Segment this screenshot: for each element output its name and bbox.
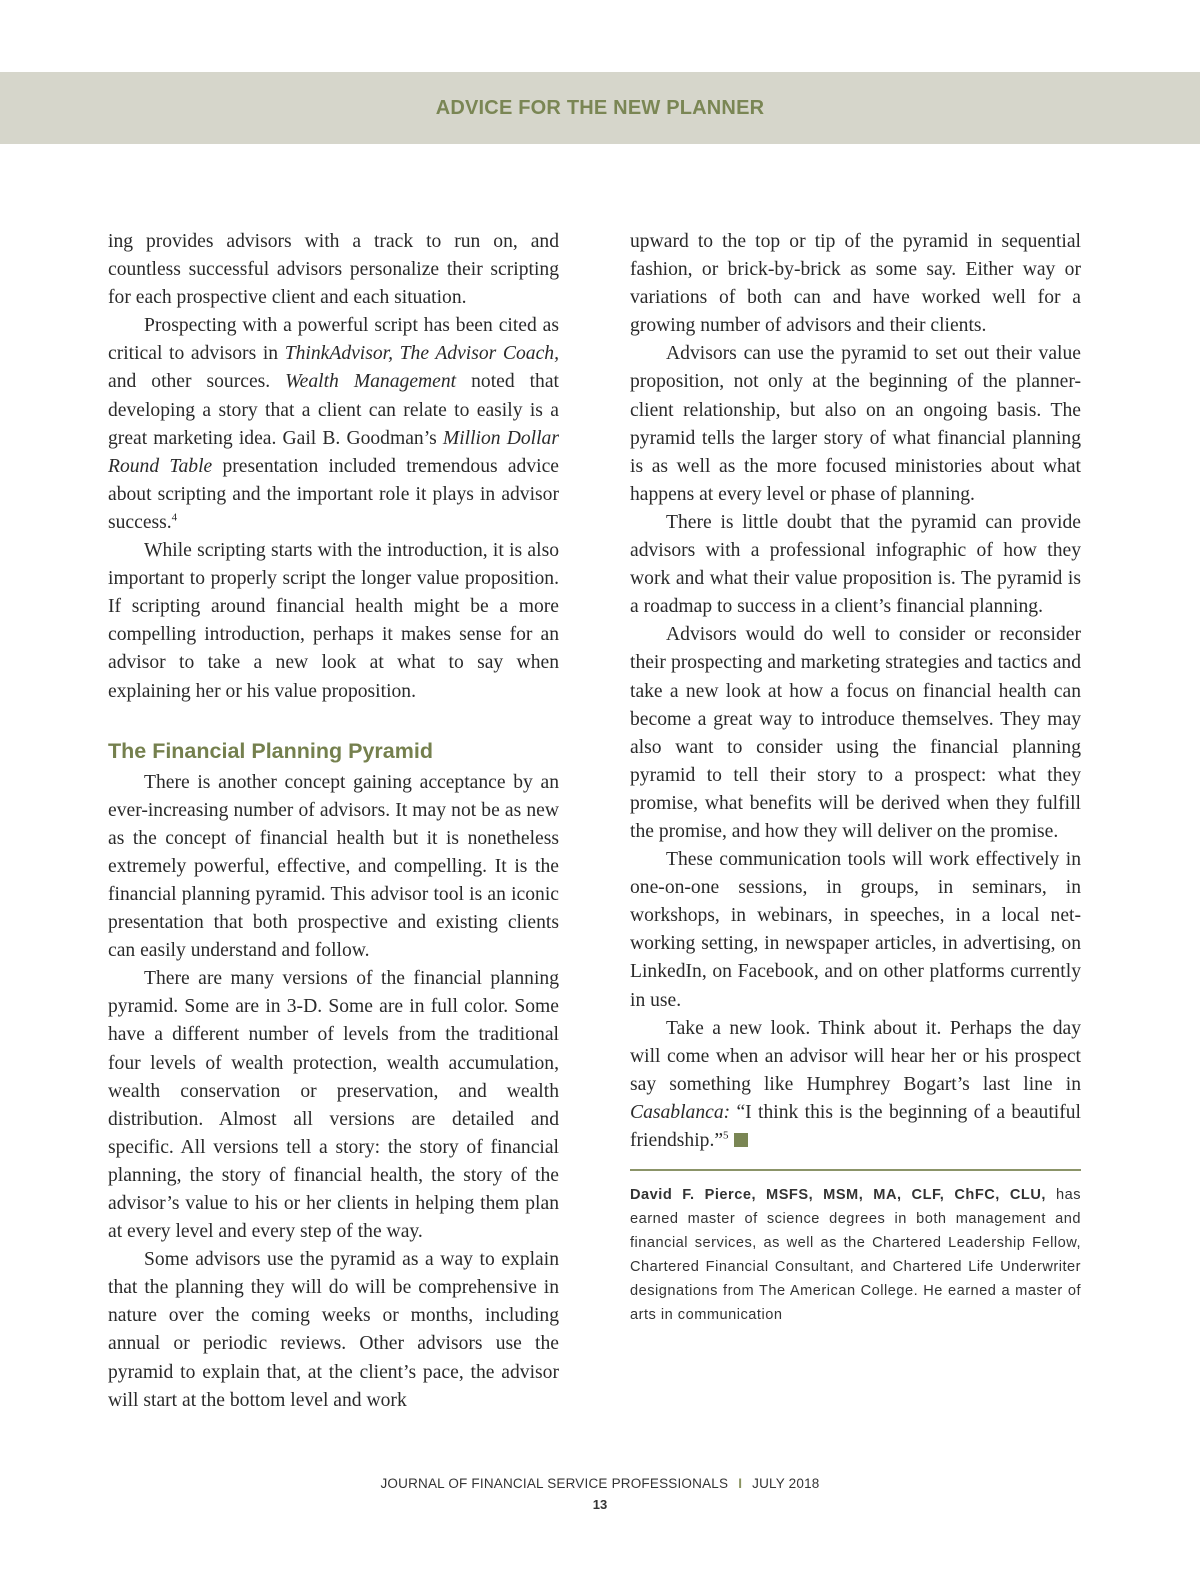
paragraph: There is another concept gaining acceptance by an ever-increasing number of advisors. It may not be as new as the concept of financial health but it is nonetheless extremely powerful, effective, and compelling. It is the financial planning pyramid. This advisor tool is an iconic presentation that both prospective and existing clients can easily understand and follow.	[108, 771, 559, 962]
paragraph: There is little doubt that the pyramid can provide advisors with a professional infographic of how they work and what their value proposition is. The pyramid is a roadmap to success in a client’s financial planning.	[630, 511, 1081, 618]
author-name: David F. Pierce, MSFS, MSM, MA, CLF, ChFC, CLU,	[630, 1187, 1046, 1204]
text: and other sources.	[108, 371, 286, 393]
section-heading: The Financial Planning Pyramid	[108, 738, 433, 763]
paragraph: upward to the top or tip of the pyramid in sequential fashion, or brick-by-brick as some say. Either way or variations of both can and have worked well for a growing number of advisors and their clients.	[630, 231, 1081, 337]
italic-text: Million Dollar Round Table	[108, 427, 559, 477]
paragraph: There are many versions of the financial planning pyramid. Some are in 3-D. Some are in full color. Some have a different number of levels from the traditional four levels of wealth protection, wealth accumulation, wealth conservation or preservation, and wealth distribution. Almost all versions are detailed and specific. All versions tell a story: the story of financial planning, the story of financial health, the story of the advisor’s value to his or her clients in helping them plan at every level and every step of the way.	[108, 968, 559, 1243]
text: Prospecting with a powerful script has been cited as critical to advisors in	[108, 315, 559, 365]
text: “I think this is the beginning of a beautiful friendship.”	[630, 1101, 1081, 1151]
page-number: 13	[592, 1497, 608, 1512]
issue-date: JULY 2018	[752, 1476, 820, 1491]
end-mark-icon	[734, 1133, 748, 1147]
text: noted that developing a story that a client can relate to easily is a great marketing idea. Gail B. Goodman’s	[108, 371, 559, 449]
footer-separator: I	[738, 1476, 743, 1491]
text: presentation included tremendous advice about scripting and the important role it plays in advisor success.	[108, 455, 559, 533]
paragraph	[108, 312, 559, 537]
footnote-ref[interactable]: 5	[723, 1129, 729, 1142]
paragraph: Some advisors use the pyramid as a way to explain that the planning they will do will be comprehensive in nature over the coming weeks or months, including annual or periodic reviews. Other advisors use the pyramid to explain that, at the client’s pace, the advisor will start at the bottom level and work	[108, 1249, 559, 1411]
italic-text: Wealth Management	[285, 371, 457, 393]
paragraph: While scripting starts with the introduction, it is also important to properly script the longer value proposition. If scripting around financial health might be a more compelling introduction, perhaps it makes sense for an advisor to take a new look at what to say when explaining her or his value proposition.	[108, 540, 559, 702]
paragraph	[630, 1015, 1081, 1155]
footnote-ref[interactable]: 4	[171, 511, 178, 524]
journal-name: JOURNAL OF FINANCIAL SERVICE PROFESSIONALS	[380, 1476, 729, 1491]
italic-text: ThinkAdvisor, The Advisor Coach,	[284, 343, 559, 365]
author-bio	[630, 1183, 1081, 1327]
footer-line	[0, 1474, 1200, 1494]
paragraph: Advisors would do well to consider or reconsider their prospecting and marketing strategies and tactics and take a new look at how a focus on financial health can become a great way to introduce themselves. They may also want to consider using the financial planning pyramid to tell their story to a prospect: what they promise, what benefits will be derived when they fulfill the promise, and how they will deliver on the promise.	[630, 624, 1081, 842]
page-footer	[0, 1474, 1200, 1516]
banner-title: ADVICE FOR THE NEW PLANNER	[435, 96, 765, 119]
paragraph: Advisors can use the pyramid to set out their value proposition, not only at the beginning of the planner-client relationship, but also on an ongoing basis. The pyramid tells the larger story of what financial planning is as well as the more focused ministories about what happens at every level or phase of planning.	[630, 343, 1081, 505]
left-column	[108, 228, 559, 1415]
section-banner	[0, 72, 1200, 144]
paragraph: These communication tools will work effectively in one-on-one sessions, in groups, in seminars, in workshops, in webinars, in speeches, in a local networking setting, in newspaper articles, in advertising, on LinkedIn, on Facebook, and on other platforms currently in use.	[630, 849, 1081, 1011]
italic-text: Casablanca:	[630, 1101, 731, 1123]
right-column	[630, 228, 1081, 1327]
paragraph: ing provides advisors with a track to run on, and countless successful advisors personalize their scripting for each prospective client and each situation.	[108, 231, 559, 309]
bio-divider	[630, 1169, 1081, 1171]
text: Take a new look. Think about it. Perhaps the day will come when an advisor will hear her or his prospect say something like Humphrey Bogart’s last line in	[630, 1017, 1081, 1095]
bio-text: has earned master of science degrees in both management and financial services, as well as the Chartered Leadership Fellow, Chartered Financial Consultant, and Chartered Life Underwriter designations from The American College. He earned a master of arts in communication	[630, 1187, 1081, 1324]
